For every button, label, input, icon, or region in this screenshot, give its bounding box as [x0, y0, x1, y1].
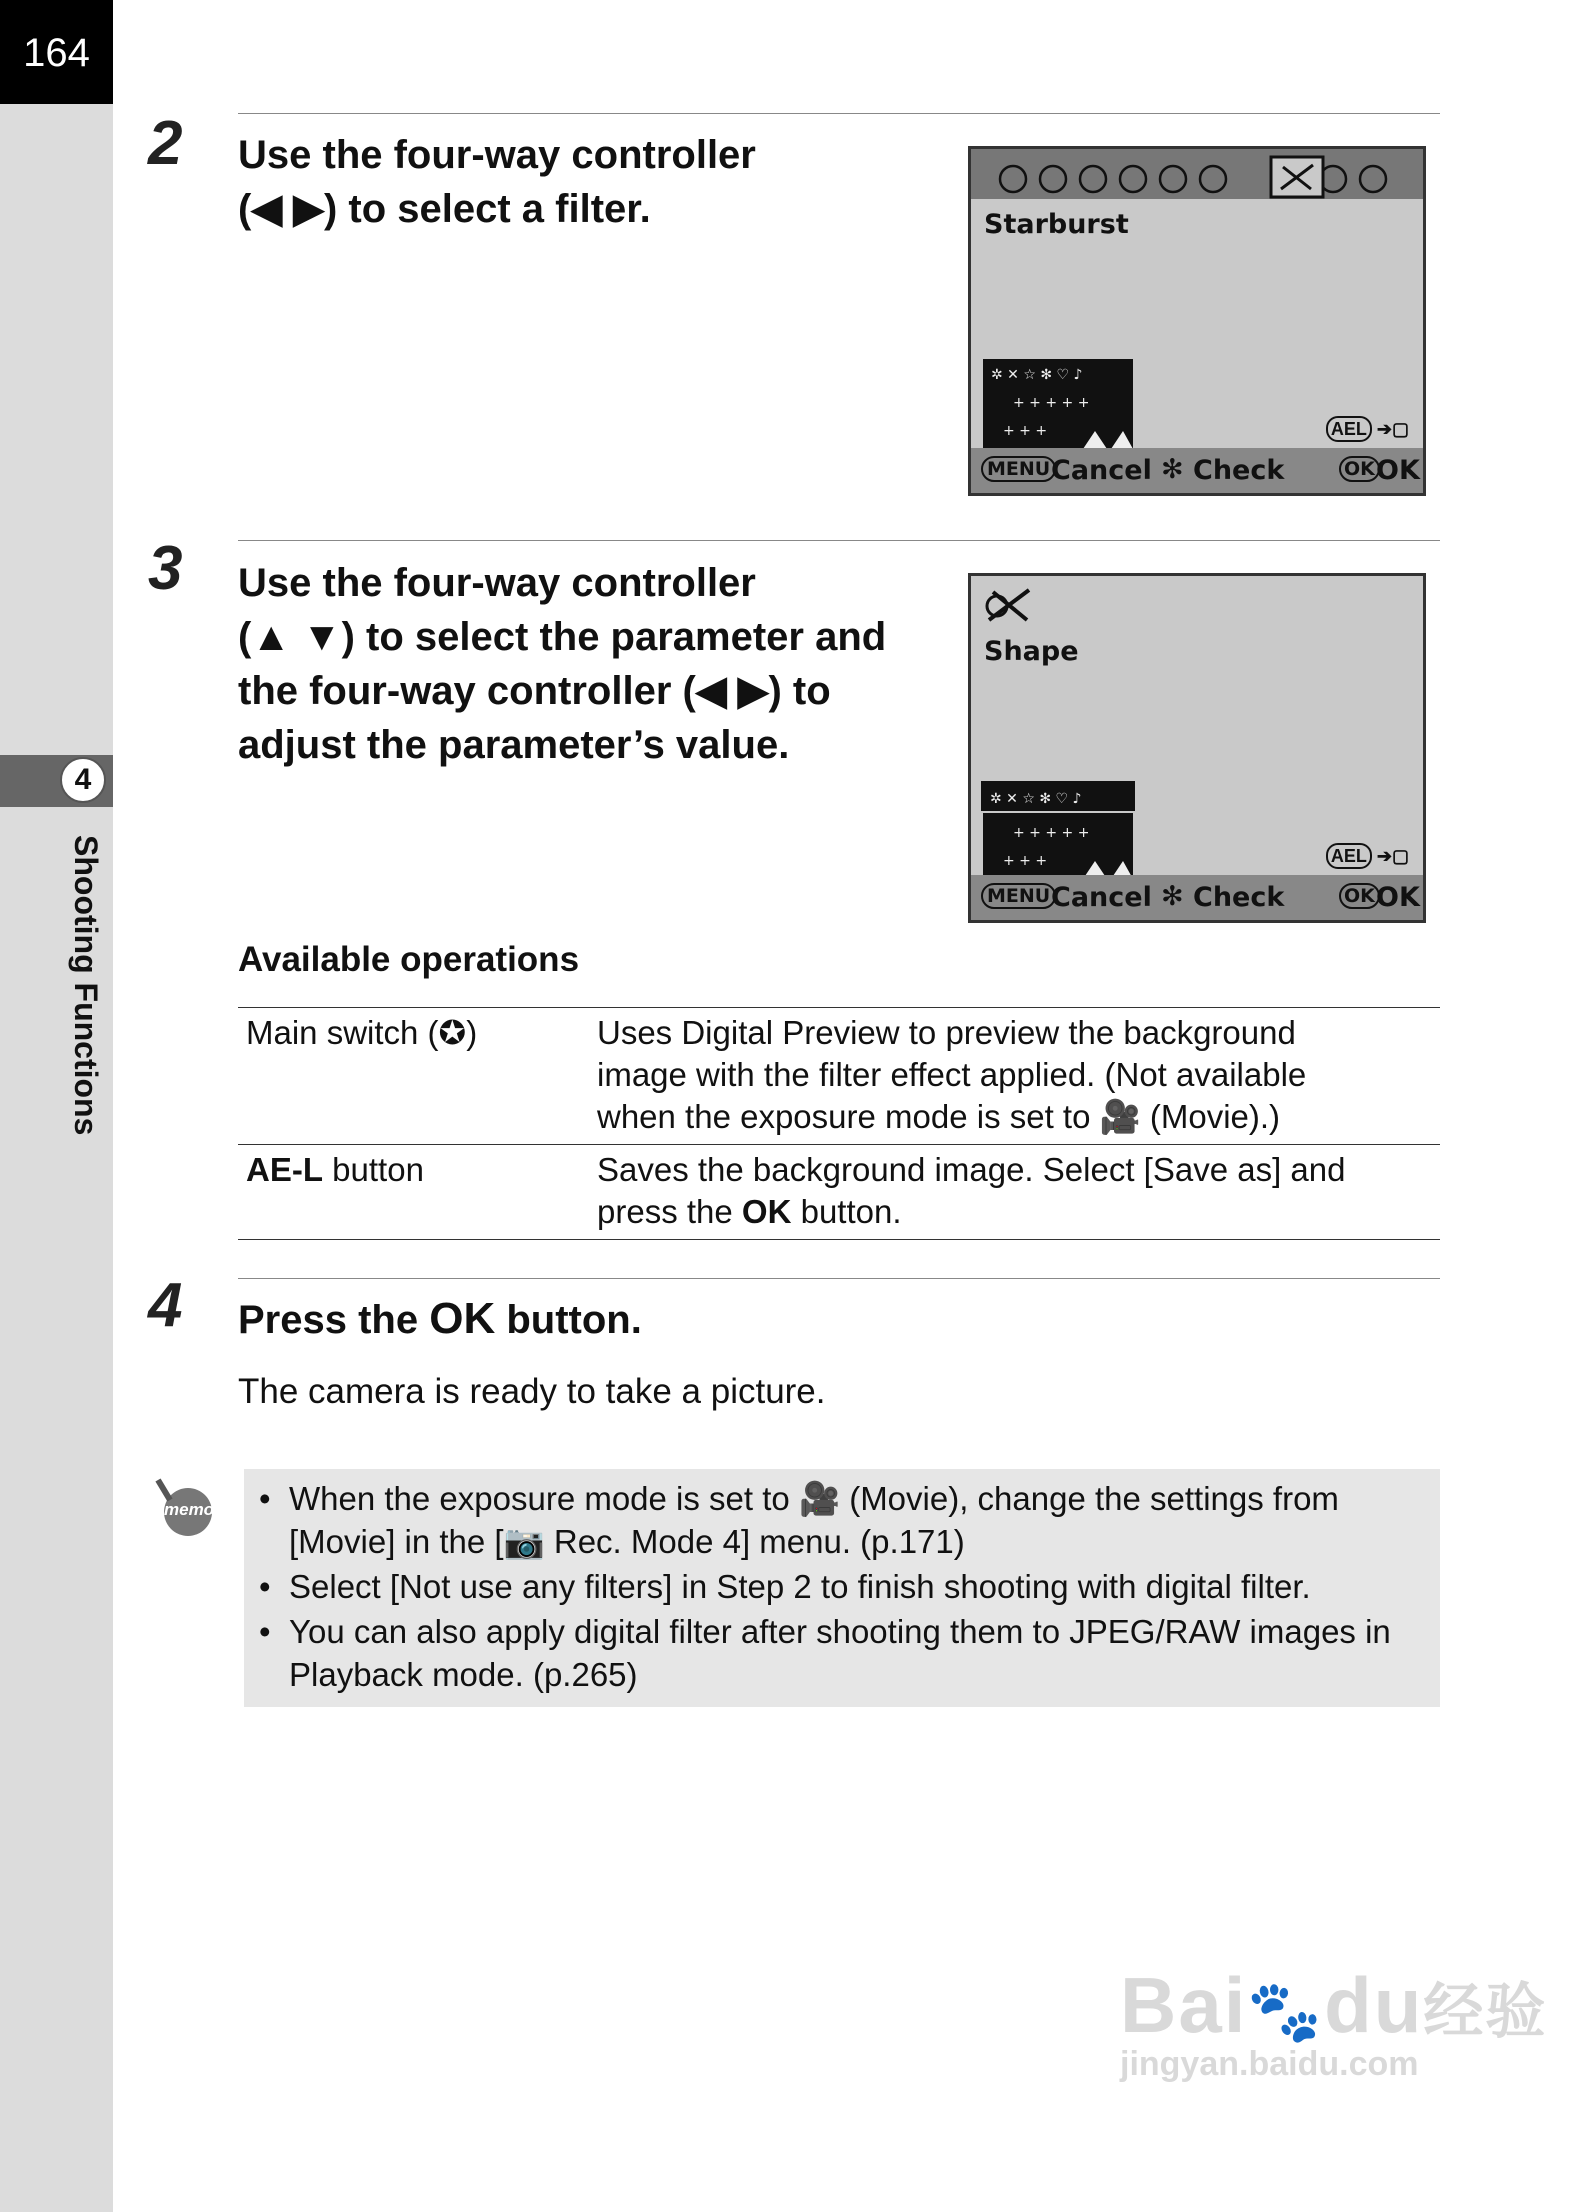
- step-3-heading-line: (▲ ▼) to select the parameter and: [238, 615, 887, 659]
- chapter-title: Shooting Functions: [68, 835, 104, 1136]
- step-3-heading-line: Use the four-way controller: [238, 561, 756, 605]
- filter-icons: [971, 149, 1423, 199]
- ok-button-icon: OK: [1339, 456, 1380, 482]
- list-item: • Select [Not use any filters] in Step 2 to finish shooting with digital filter.: [244, 1565, 1440, 1608]
- svg-text:+ + + + +: + + + + +: [1013, 825, 1090, 841]
- screen-footer: [971, 448, 1423, 493]
- movie-mode-icon: 🎥: [1099, 1098, 1141, 1135]
- filter-thumbnail: [983, 359, 1133, 451]
- ok-label: OK: [1376, 455, 1420, 486]
- baidu-watermark: Bai🐾du经验 jingyan.baidu.com: [1120, 1961, 1548, 2083]
- divider: [238, 113, 1440, 114]
- divider: [238, 540, 1440, 541]
- check-label: Check: [1193, 882, 1285, 913]
- step-3-heading-line: the four-way controller (◀ ▶) to: [238, 669, 831, 713]
- main-switch-icon: ✪: [438, 1014, 467, 1051]
- svg-text:+ + +: + + +: [1003, 853, 1048, 869]
- step-number-4: 4: [148, 1271, 183, 1340]
- table-row: [238, 1145, 1440, 1240]
- step-3-heading-line: adjust the parameter’s value.: [238, 723, 790, 767]
- memo-box: [244, 1469, 1440, 1707]
- operation-description: Uses Digital Preview to preview the background image with the filter effect applied. (Not available when the exposure mode is set to 🎥 (Movie).): [597, 1014, 1307, 1135]
- filter-name: Starburst: [984, 209, 1129, 240]
- parameter-name: Shape: [984, 636, 1079, 667]
- filter-thumbnail: [983, 813, 1133, 881]
- check-label: Check: [1193, 455, 1285, 486]
- operations-table: [238, 1007, 1440, 1240]
- paw-icon: 🐾: [1247, 1978, 1325, 2045]
- step-number-3: 3: [148, 534, 183, 603]
- svg-text:+ + +: + + +: [1003, 423, 1048, 439]
- ael-save-hint: AEL ➔▢: [1326, 419, 1409, 440]
- step-2-heading: [238, 128, 756, 236]
- filter-icon-bar: [971, 149, 1423, 199]
- memo-icon: memo: [150, 1476, 220, 1536]
- step-4-body: The camera is ready to take a picture.: [238, 1372, 826, 1411]
- camera-screen-filter-select: [968, 146, 1426, 496]
- camera-icon: 📷: [503, 1523, 545, 1560]
- menu-button-icon: MENU: [981, 883, 1056, 909]
- step-number-2: 2: [148, 109, 183, 178]
- list-item: • You can also apply digital filter after shooting them to JPEG/RAW images in Playback mode. (p.265): [244, 1610, 1440, 1696]
- ael-icon: AEL: [1326, 416, 1372, 442]
- step-2-heading-line: (◀ ▶) to select a filter.: [238, 187, 651, 231]
- svg-text:+ + + + +: + + + + +: [1013, 395, 1090, 411]
- movie-mode-icon: 🎥: [798, 1480, 841, 1517]
- memo-list: [244, 1469, 1440, 1696]
- step-3-heading: [238, 556, 886, 772]
- table-row: [238, 1008, 1440, 1145]
- shape-selector: [981, 781, 1135, 811]
- cancel-label: Cancel: [1051, 455, 1152, 486]
- menu-button-icon: MENU: [981, 456, 1056, 482]
- operation-control: AE-L button: [246, 1151, 424, 1188]
- ael-save-hint: AEL ➔▢: [1326, 846, 1409, 867]
- divider: [238, 1278, 1440, 1279]
- dial-icon: ✻: [1161, 454, 1184, 485]
- operation-description: Saves the background image. Select [Save as] and press the OK button.: [597, 1151, 1346, 1230]
- step-2-heading-line: Use the four-way controller: [238, 133, 756, 177]
- cancel-label: Cancel: [1051, 882, 1152, 913]
- svg-text:✲ ✕ ☆ ✻ ♡ ♪: ✲ ✕ ☆ ✻ ♡ ♪: [990, 791, 1082, 807]
- page-number: 164: [0, 0, 113, 104]
- operation-control: Main switch (✪): [246, 1014, 478, 1051]
- dial-icon: ✻: [1161, 881, 1184, 912]
- svg-text:✲ ✕ ☆ ✻ ♡ ♪: ✲ ✕ ☆ ✻ ♡ ♪: [991, 367, 1083, 383]
- ael-icon: AEL: [1326, 843, 1372, 869]
- ok-label: OK: [1376, 882, 1420, 913]
- list-item: • When the exposure mode is set to 🎥 (Movie), change the settings from [Movie] in the [📷 Rec. Mode 4] menu. (p.171): [244, 1477, 1440, 1563]
- camera-screen-parameter-adjust: [968, 573, 1426, 923]
- starburst-filter-icon: [983, 584, 1039, 624]
- operations-title: Available operations: [238, 940, 580, 979]
- screen-footer: [971, 875, 1423, 920]
- chapter-number: 4: [60, 757, 106, 803]
- step-4-heading: Press the OK button.: [238, 1294, 642, 1343]
- ok-button-icon: OK: [1339, 883, 1380, 909]
